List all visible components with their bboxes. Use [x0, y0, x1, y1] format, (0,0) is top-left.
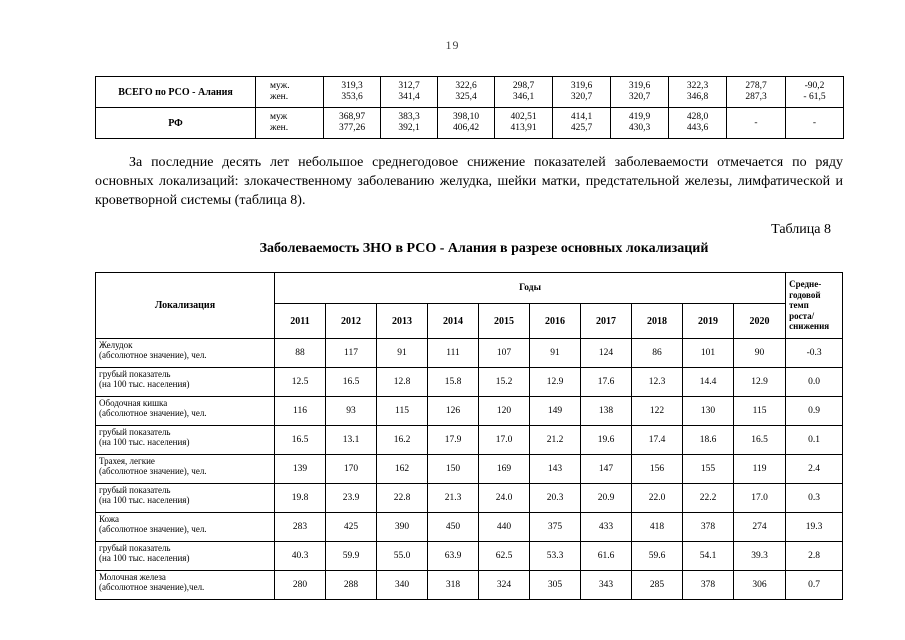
value-line: 320,7: [570, 92, 593, 102]
value-line: 406,42: [452, 123, 480, 133]
row-label: [96, 397, 275, 426]
value-line: 278,7: [745, 81, 767, 91]
table-cell: 283: [275, 513, 326, 542]
summary-cell: [611, 108, 669, 139]
table-cell: 306: [734, 571, 786, 600]
summary-cell: [495, 77, 553, 108]
table-cell: 418: [632, 513, 683, 542]
table-cell: 119: [734, 455, 786, 484]
row-label-line: (на 100 тыс. населения): [99, 437, 190, 447]
value-line: 377,26: [338, 123, 366, 133]
summary-sex-label: [256, 108, 324, 139]
table-cell: 13.1: [326, 426, 377, 455]
table-cell: 122: [632, 397, 683, 426]
table-cell: 115: [734, 397, 786, 426]
value-line: -90,2: [804, 81, 825, 91]
value-line: 430,3: [628, 123, 651, 133]
rate-cell: 19.3: [786, 513, 843, 542]
value-line: - 61,5: [803, 92, 826, 102]
row-label: [96, 513, 275, 542]
table-cell: 63.9: [428, 542, 479, 571]
value-line: 346,8: [686, 92, 709, 102]
summary-row-label: ВСЕГО по РСО - Алания: [96, 77, 256, 108]
summary-cell: [553, 77, 611, 108]
table-cell: 170: [326, 455, 377, 484]
rate-header-line: темп: [789, 300, 809, 311]
table-cell: 53.3: [530, 542, 581, 571]
row-label: [96, 484, 275, 513]
table-cell: 55.0: [377, 542, 428, 571]
value-line: 320,7: [628, 92, 651, 102]
summary-cell: [669, 108, 727, 139]
row-label-line: (абсолютное значение), чел.: [99, 350, 207, 360]
table-cell: 340: [377, 571, 428, 600]
table-cell: 17.0: [479, 426, 530, 455]
table-row: [96, 397, 843, 426]
table-cell: 20.9: [581, 484, 632, 513]
rate-header-line: годовой: [789, 289, 821, 300]
table-cell: 17.0: [734, 484, 786, 513]
table-cell: 90: [734, 339, 786, 368]
table-cell: 124: [581, 339, 632, 368]
summary-cell: [381, 77, 438, 108]
table-cell: 116: [275, 397, 326, 426]
row-label-line: Ободочная кишка: [99, 398, 168, 408]
rate-cell: 0.0: [786, 368, 843, 397]
value-line: 319,3: [341, 81, 363, 91]
table-row: [96, 571, 843, 600]
table-cell: 91: [530, 339, 581, 368]
row-label-line: (абсолютное значение), чел.: [99, 466, 207, 476]
table-cell: 93: [326, 397, 377, 426]
table-cell: 343: [581, 571, 632, 600]
summary-cell: [669, 77, 727, 108]
header-year: 2013: [377, 304, 428, 339]
value-line: -: [812, 117, 817, 128]
rate-header-line: снижения: [789, 321, 830, 332]
table-cell: 16.5: [326, 368, 377, 397]
table-cell: 433: [581, 513, 632, 542]
table-cell: 19.8: [275, 484, 326, 513]
row-label-line: грубый показатель: [99, 485, 171, 495]
table-row: [96, 513, 843, 542]
header-year: 2020: [734, 304, 786, 339]
summary-cell: [438, 108, 495, 139]
table-cell: 139: [275, 455, 326, 484]
value-line: -: [754, 117, 758, 128]
table-cell: 15.8: [428, 368, 479, 397]
table-cell: 16.2: [377, 426, 428, 455]
page-number: 19: [445, 38, 460, 52]
table-cell: 143: [530, 455, 581, 484]
table-cell: 21.3: [428, 484, 479, 513]
header-year: 2016: [530, 304, 581, 339]
table-cell: 130: [683, 397, 734, 426]
table-cell: 324: [479, 571, 530, 600]
table-cell: 62.5: [479, 542, 530, 571]
table-cell: 23.9: [326, 484, 377, 513]
value-line: 312,7: [398, 81, 420, 91]
table-cell: 274: [734, 513, 786, 542]
table-cell: 22.8: [377, 484, 428, 513]
table-cell: 54.1: [683, 542, 734, 571]
summary-cell: [727, 77, 786, 108]
value-line: 298,7: [512, 81, 535, 91]
rate-cell: -0.3: [786, 339, 843, 368]
header-year: 2018: [632, 304, 683, 339]
row-label: [96, 571, 275, 600]
table-cell: 88: [275, 339, 326, 368]
table-cell: 22.0: [632, 484, 683, 513]
summary-table: [95, 76, 844, 139]
summary-cell: [786, 108, 844, 139]
header-localization: Локализация: [96, 273, 275, 339]
summary-cell: [727, 108, 786, 139]
table-cell: 14.4: [683, 368, 734, 397]
table-cell: 117: [326, 339, 377, 368]
summary-cell: [438, 77, 495, 108]
row-label: [96, 455, 275, 484]
row-label-line: грубый показатель: [99, 369, 171, 379]
header-year: 2015: [479, 304, 530, 339]
table-cell: 390: [377, 513, 428, 542]
table-cell: 17.4: [632, 426, 683, 455]
table-cell: 12.8: [377, 368, 428, 397]
table-cell: 59.6: [632, 542, 683, 571]
value-line: 383,3: [398, 112, 420, 122]
table-cell: 17.6: [581, 368, 632, 397]
table-cell: 285: [632, 571, 683, 600]
row-label: [96, 368, 275, 397]
value-line: 319,6: [570, 81, 593, 91]
value-line: 341,4: [398, 92, 420, 102]
table-caption: Таблица 8: [771, 222, 831, 237]
summary-row: [96, 77, 844, 108]
value-line: 322,6: [455, 81, 477, 91]
table-cell: 115: [377, 397, 428, 426]
summary-cell: [553, 108, 611, 139]
table-cell: 40.3: [275, 542, 326, 571]
row-label-line: (на 100 тыс. населения): [99, 379, 190, 389]
table-cell: 425: [326, 513, 377, 542]
table-title: Заболеваемость ЗНО в РСО - Алания в разрезе основных локализаций: [259, 241, 709, 256]
value-line: 325,4: [455, 92, 477, 102]
row-label-line: грубый показатель: [99, 543, 171, 553]
value-line: 322,3: [686, 81, 709, 91]
sex-line: муж.: [270, 81, 290, 91]
value-line: 425,7: [570, 123, 593, 133]
summary-cell: [324, 108, 381, 139]
table-cell: 91: [377, 339, 428, 368]
table-cell: 61.6: [581, 542, 632, 571]
table-cell: 150: [428, 455, 479, 484]
table-cell: 440: [479, 513, 530, 542]
table-cell: 169: [479, 455, 530, 484]
table-cell: 20.3: [530, 484, 581, 513]
body-paragraph: За последние десять лет небольшое среднегодовое снижение показателей заболеваемости отмечается по ряду основных локализаций: злокачественному заболеванию желудка, шейки матки, предстательной железы, лимфатической и кроветворной системы (таблица 8).: [95, 155, 843, 208]
value-line: 346,1: [512, 92, 535, 102]
table-row: [96, 455, 843, 484]
table-cell: 21.2: [530, 426, 581, 455]
rate-header-line: Средне-: [789, 279, 822, 290]
table-cell: 39.3: [734, 542, 786, 571]
table-cell: 18.6: [683, 426, 734, 455]
table-cell: 12.9: [734, 368, 786, 397]
rate-cell: 2.4: [786, 455, 843, 484]
header-rate: [786, 273, 843, 339]
summary-cell: [324, 77, 381, 108]
row-label-line: (абсолютное значение), чел.: [99, 524, 207, 534]
header-year: 2014: [428, 304, 479, 339]
table-cell: 318: [428, 571, 479, 600]
table-cell: 375: [530, 513, 581, 542]
summary-row: [96, 108, 844, 139]
rate-cell: 0.3: [786, 484, 843, 513]
row-label: [96, 542, 275, 571]
row-label-line: (абсолютное значение),чел.: [99, 582, 205, 592]
table-cell: 86: [632, 339, 683, 368]
table-cell: 156: [632, 455, 683, 484]
table-row: [96, 368, 843, 397]
table-cell: 24.0: [479, 484, 530, 513]
table-cell: 15.2: [479, 368, 530, 397]
table-cell: 126: [428, 397, 479, 426]
row-label: [96, 339, 275, 368]
value-line: 413,91: [510, 123, 537, 133]
value-line: 368,97: [338, 112, 366, 122]
sex-line: муж: [270, 112, 288, 122]
header-years: Годы: [275, 273, 786, 304]
table-cell: 378: [683, 513, 734, 542]
localization-table: [95, 272, 843, 600]
sex-line: жен.: [270, 123, 289, 133]
header-year: 2011: [275, 304, 326, 339]
summary-cell: [611, 77, 669, 108]
row-label-line: Кожа: [99, 514, 120, 524]
table-cell: 17.9: [428, 426, 479, 455]
row-label-line: (на 100 тыс. населения): [99, 553, 190, 563]
table-cell: 305: [530, 571, 581, 600]
table-cell: 12.5: [275, 368, 326, 397]
rate-header-line: роста/: [789, 310, 815, 321]
table-cell: 138: [581, 397, 632, 426]
table-cell: 288: [326, 571, 377, 600]
table-row: [96, 426, 843, 455]
table-row: [96, 484, 843, 513]
value-line: 414,1: [570, 112, 593, 122]
table-cell: 107: [479, 339, 530, 368]
value-line: 287,3: [745, 92, 767, 102]
row-label-line: грубый показатель: [99, 427, 171, 437]
summary-cell: [786, 77, 844, 108]
row-label-line: Молочная железа: [99, 572, 166, 582]
row-label-line: Желудок: [99, 340, 133, 350]
value-line: 428,0: [686, 112, 709, 122]
table-cell: 19.6: [581, 426, 632, 455]
summary-sex-label: [256, 77, 324, 108]
row-label: [96, 426, 275, 455]
table-cell: 149: [530, 397, 581, 426]
row-label-line: (на 100 тыс. населения): [99, 495, 190, 505]
table-cell: 22.2: [683, 484, 734, 513]
table-cell: 12.3: [632, 368, 683, 397]
table-cell: 280: [275, 571, 326, 600]
table-cell: 162: [377, 455, 428, 484]
table-cell: 147: [581, 455, 632, 484]
row-label-line: Трахея, легкие: [99, 456, 155, 466]
table-cell: 378: [683, 571, 734, 600]
value-line: 402,51: [510, 112, 537, 122]
table-cell: 59.9: [326, 542, 377, 571]
value-line: 392,1: [398, 123, 420, 133]
value-line: 443,6: [686, 123, 709, 133]
table-cell: 155: [683, 455, 734, 484]
summary-row-label: РФ: [96, 108, 256, 139]
sex-line: жен.: [270, 92, 289, 102]
rate-cell: 0.9: [786, 397, 843, 426]
header-year: 2017: [581, 304, 632, 339]
rate-cell: 2.8: [786, 542, 843, 571]
value-line: 419,9: [628, 112, 651, 122]
table-cell: 16.5: [275, 426, 326, 455]
value-line: 319,6: [628, 81, 651, 91]
value-line: 353,6: [341, 92, 363, 102]
row-label-line: (абсолютное значение), чел.: [99, 408, 207, 418]
summary-cell: [495, 108, 553, 139]
table-cell: 101: [683, 339, 734, 368]
table-cell: 111: [428, 339, 479, 368]
table-row: [96, 542, 843, 571]
table-cell: 450: [428, 513, 479, 542]
table-cell: 12.9: [530, 368, 581, 397]
table-row: [96, 339, 843, 368]
table-cell: 120: [479, 397, 530, 426]
value-line: 398,10: [452, 112, 480, 122]
rate-cell: 0.7: [786, 571, 843, 600]
rate-cell: 0.1: [786, 426, 843, 455]
header-year: 2019: [683, 304, 734, 339]
table-cell: 16.5: [734, 426, 786, 455]
header-year: 2012: [326, 304, 377, 339]
summary-cell: [381, 108, 438, 139]
